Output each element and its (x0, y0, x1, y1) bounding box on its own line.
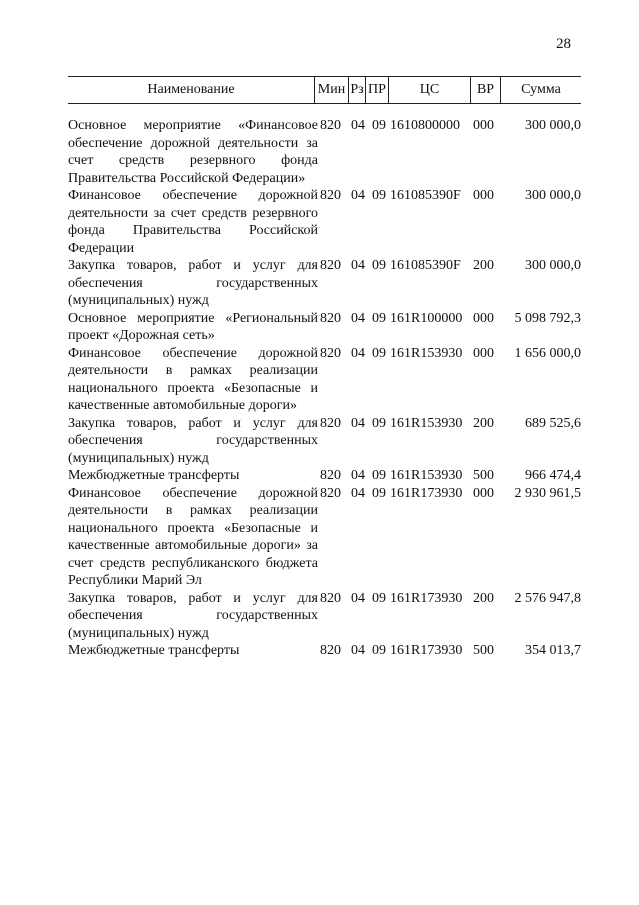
header-min: Мин (314, 77, 348, 103)
row-min: 820 (320, 188, 341, 203)
header-cs: ЦС (388, 77, 470, 103)
table-row (68, 187, 581, 257)
table-header (68, 76, 581, 104)
row-cs: 161R173930 (390, 643, 463, 658)
row-sum: 300 000,0 (525, 118, 581, 133)
row-rz: 04 (351, 188, 365, 203)
row-cs: 161R173930 (390, 590, 463, 606)
row-min: 820 (320, 468, 341, 483)
row-vr: 200 (473, 590, 494, 606)
row-vr: 500 (473, 643, 494, 658)
row-name: Финансовое обеспечение дорожной деятельности в рамках реализации национального проекта «Безопасные и качественные автомобильные дороги» за счет средств республиканского бюджета Республики Марий Эл (68, 485, 318, 588)
row-cs: 1610800000 (390, 118, 460, 133)
row-min: 820 (320, 310, 341, 326)
row-cs: 161R173930 (390, 485, 463, 501)
table-row (68, 345, 581, 415)
row-sum: 2 930 961,5 (514, 485, 581, 501)
row-sum: 1 656 000,0 (514, 345, 581, 361)
row-sum: 966 474,4 (525, 468, 581, 483)
row-rz: 04 (351, 468, 365, 483)
table-row (68, 467, 581, 485)
table-row (68, 310, 581, 345)
row-vr: 000 (473, 118, 494, 133)
row-name: Закупка товаров, работ и услуг для обеспечения государственных (муниципальных) нужд (68, 258, 318, 308)
table-row (68, 485, 581, 590)
row-min: 820 (320, 590, 341, 606)
table-row (68, 590, 581, 643)
row-pr: 09 (372, 118, 386, 133)
row-pr: 09 (372, 485, 386, 501)
header-vr: ВР (470, 77, 500, 103)
row-pr: 09 (372, 643, 386, 658)
row-name: Основное мероприятие «Региональный проект «Дорожная сеть» (68, 310, 318, 343)
row-pr: 09 (372, 345, 386, 361)
row-name: Закупка товаров, работ и услуг для обеспечения государственных (муниципальных) нужд (68, 415, 318, 466)
row-vr: 500 (473, 468, 494, 483)
row-rz: 04 (351, 258, 365, 273)
row-vr: 000 (473, 345, 494, 361)
row-cs: 161085390F (390, 188, 461, 203)
row-sum: 2 576 947,8 (514, 590, 581, 606)
row-cs: 161R100000 (390, 310, 463, 326)
table-row (68, 117, 581, 187)
row-rz: 04 (351, 485, 365, 501)
row-rz: 04 (351, 118, 365, 133)
row-sum: 354 013,7 (525, 643, 581, 658)
header-name: Наименование (147, 82, 235, 97)
row-name: Финансовое обеспечение дорожной деятельности в рамках реализации национального проекта «Безопасные и качественные автомобильные дороги» (68, 345, 318, 413)
header-rz: Рз (348, 77, 365, 103)
row-rz: 04 (351, 415, 365, 431)
row-vr: 200 (473, 258, 494, 273)
row-min: 820 (320, 118, 341, 133)
table-body (68, 117, 581, 660)
row-vr: 200 (473, 415, 494, 431)
row-name: Закупка товаров, работ и услуг для обеспечения государственных (муниципальных) нужд (68, 590, 318, 641)
row-sum: 689 525,6 (525, 415, 581, 431)
row-cs: 161R153930 (390, 345, 463, 361)
table-row (68, 257, 581, 310)
row-cs: 161R153930 (390, 415, 463, 431)
row-name: Межбюджетные трансферты (68, 468, 240, 483)
row-pr: 09 (372, 188, 386, 203)
row-sum: 300 000,0 (525, 188, 581, 203)
row-min: 820 (320, 415, 341, 431)
row-min: 820 (320, 485, 341, 501)
row-cs: 161085390F (390, 258, 461, 273)
row-name: Межбюджетные трансферты (68, 643, 240, 658)
table-row (68, 415, 581, 468)
row-pr: 09 (372, 468, 386, 483)
header-pr: ПР (365, 77, 388, 103)
row-pr: 09 (372, 415, 386, 431)
row-pr: 09 (372, 590, 386, 606)
row-vr: 000 (473, 485, 494, 501)
row-rz: 04 (351, 590, 365, 606)
row-pr: 09 (372, 258, 386, 273)
row-rz: 04 (351, 643, 365, 658)
row-rz: 04 (351, 310, 365, 326)
row-cs: 161R153930 (390, 468, 463, 483)
row-name: Финансовое обеспечение дорожной деятельности за счет средств резервного фонда Правительства Российской Федерации (68, 188, 318, 256)
row-rz: 04 (351, 345, 365, 361)
row-min: 820 (320, 258, 341, 273)
row-min: 820 (320, 345, 341, 361)
header-sum: Сумма (500, 77, 581, 103)
page-number: 28 (556, 36, 571, 52)
row-sum: 300 000,0 (525, 258, 581, 273)
row-min: 820 (320, 643, 341, 658)
row-vr: 000 (473, 188, 494, 203)
row-pr: 09 (372, 310, 386, 326)
table-row (68, 642, 581, 660)
row-name: Основное мероприятие «Финансовое обеспечение дорожной деятельности за счет средств резервного фонда Правительства Российской Федерации» (68, 118, 318, 186)
row-sum: 5 098 792,3 (514, 310, 581, 326)
row-vr: 000 (473, 310, 494, 326)
